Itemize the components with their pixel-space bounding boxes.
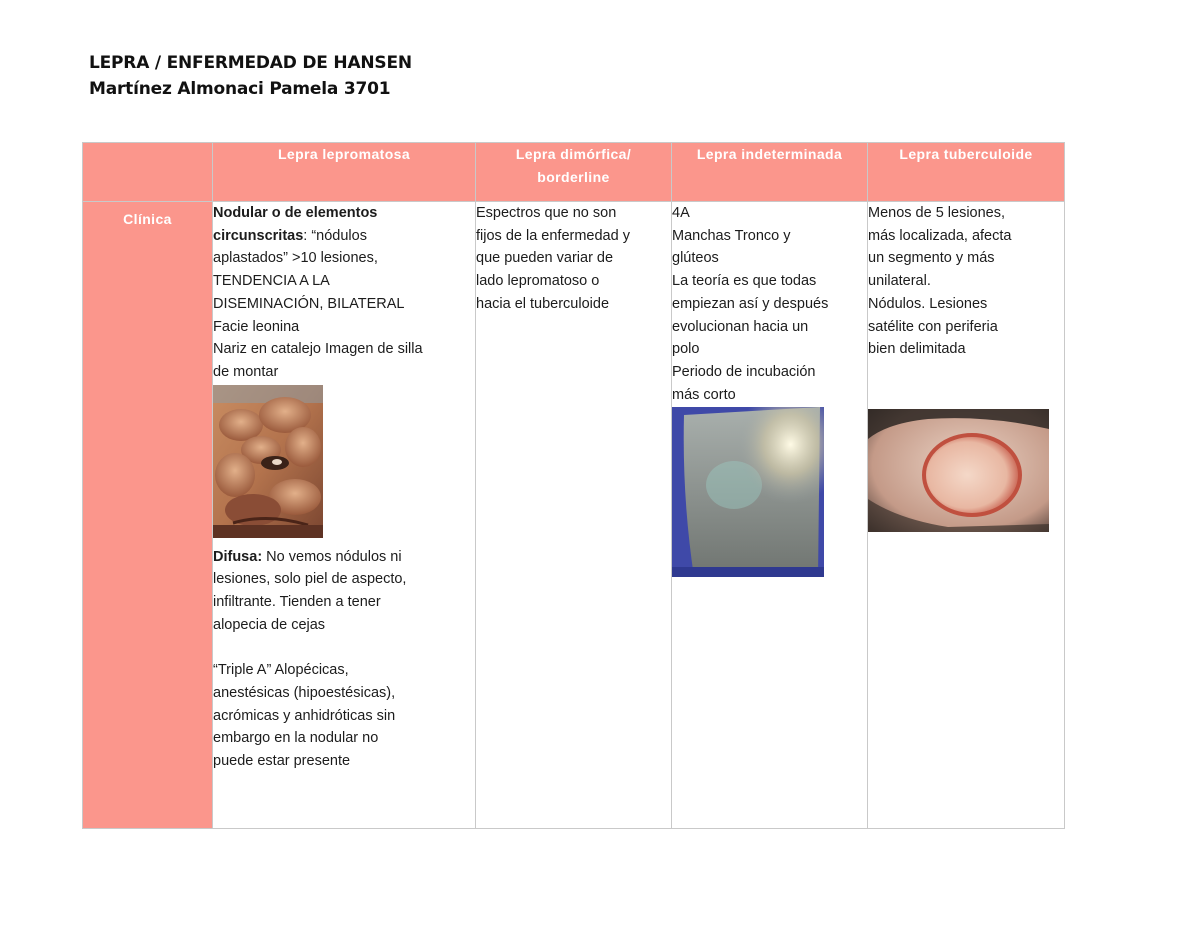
table-header-row — [83, 143, 1065, 202]
text-line: “Triple A” Alopécicas, — [213, 662, 349, 679]
text-line: anestésicas (hipoestésicas), — [213, 684, 396, 701]
text-line: Nódulos. Lesiones — [868, 295, 988, 312]
header-lepra-indeterminada: Lepra indeterminada — [672, 143, 868, 202]
text-line: un segmento y más — [868, 250, 995, 267]
text-line: aplastados” >10 lesiones, — [213, 250, 378, 267]
nodular-heading-bold: circunscritas — [213, 227, 304, 244]
hypopigmented-patch-photo — [672, 407, 824, 577]
text-line: que pueden variar de — [476, 250, 614, 267]
text-line: Manchas Tronco y — [672, 227, 791, 244]
text-line: alopecia de cejas — [213, 616, 326, 633]
header-lepra-tuberculoide: Lepra tuberculoide — [868, 143, 1065, 202]
header-dimorfica-line-1: Lepra dimórfica/ — [515, 146, 632, 162]
title-line-1: LEPRA / ENFERMEDAD DE HANSEN — [89, 53, 412, 73]
text-line: infiltrante. Tienden a tener — [213, 594, 381, 611]
text-line: TENDENCIA A LA — [213, 273, 330, 290]
text-line: fijos de la enfermedad y — [476, 227, 630, 244]
header-lepra-lepromatosa: Lepra lepromatosa — [213, 143, 476, 202]
text-line: embargo en la nodular no — [213, 730, 379, 747]
header-corner-cell — [83, 143, 213, 202]
text-line: Facie leonina — [213, 318, 300, 335]
text-line: evolucionan hacia un — [672, 318, 809, 335]
row-label-clinica: Clínica — [83, 202, 213, 829]
text-line: La teoría es que todas — [672, 273, 817, 290]
text-line: satélite con periferia — [868, 318, 998, 335]
text-line: Menos de 5 lesiones, — [868, 205, 1006, 221]
text-line: más localizada, afecta — [868, 227, 1012, 244]
cell-dimorfica — [476, 202, 672, 829]
cell-tuberculoide — [868, 202, 1065, 829]
header-dimorfica-line-2: borderline — [537, 169, 610, 185]
text-line: unilateral. — [868, 273, 931, 290]
cell-lepromatosa — [213, 202, 476, 829]
difusa-line — [213, 546, 475, 569]
difusa-heading: Difusa: — [213, 548, 263, 565]
text-line: bien delimitada — [868, 341, 966, 358]
text-line: lado lepromatoso o — [476, 273, 600, 290]
text-line: Espectros que no son — [476, 205, 617, 221]
text-line: hacia el tuberculoide — [476, 295, 610, 312]
paragraph-gap — [213, 636, 475, 659]
text-line: DISEMINACIÓN, BILATERAL — [213, 295, 405, 312]
nodular-heading-line-1: Nodular o de elementos — [213, 205, 378, 221]
text-line: Nariz en catalejo Imagen de silla — [213, 341, 423, 358]
text-line: de montar — [213, 363, 279, 380]
title-line-2: Martínez Almonaci Pamela 3701 — [89, 79, 391, 99]
tuberculoid-plaque-photo — [868, 409, 1049, 532]
nodular-heading-rest: : “nódulos — [303, 227, 367, 244]
text-line: 4A — [672, 205, 690, 221]
text-line: glúteos — [672, 250, 719, 267]
nodular-heading-line-2 — [213, 225, 475, 248]
text-line: polo — [672, 341, 700, 358]
header-lepra-dimorfica — [476, 143, 672, 202]
text-line: acrómicas y anhidróticas sin — [213, 707, 396, 724]
leonine-facies-photo — [213, 385, 323, 538]
text-line: Periodo de incubación — [672, 363, 816, 380]
text-line: lesiones, solo piel de aspecto, — [213, 571, 407, 588]
leprosy-comparison-table — [82, 142, 1065, 829]
text-line: puede estar presente — [213, 752, 351, 769]
document-title — [89, 50, 412, 102]
difusa-rest: No vemos nódulos ni — [262, 548, 402, 565]
text-line: empiezan así y después — [672, 295, 829, 312]
text-line: más corto — [672, 386, 736, 403]
table-row-clinica — [83, 202, 1065, 829]
cell-indeterminada — [672, 202, 868, 829]
